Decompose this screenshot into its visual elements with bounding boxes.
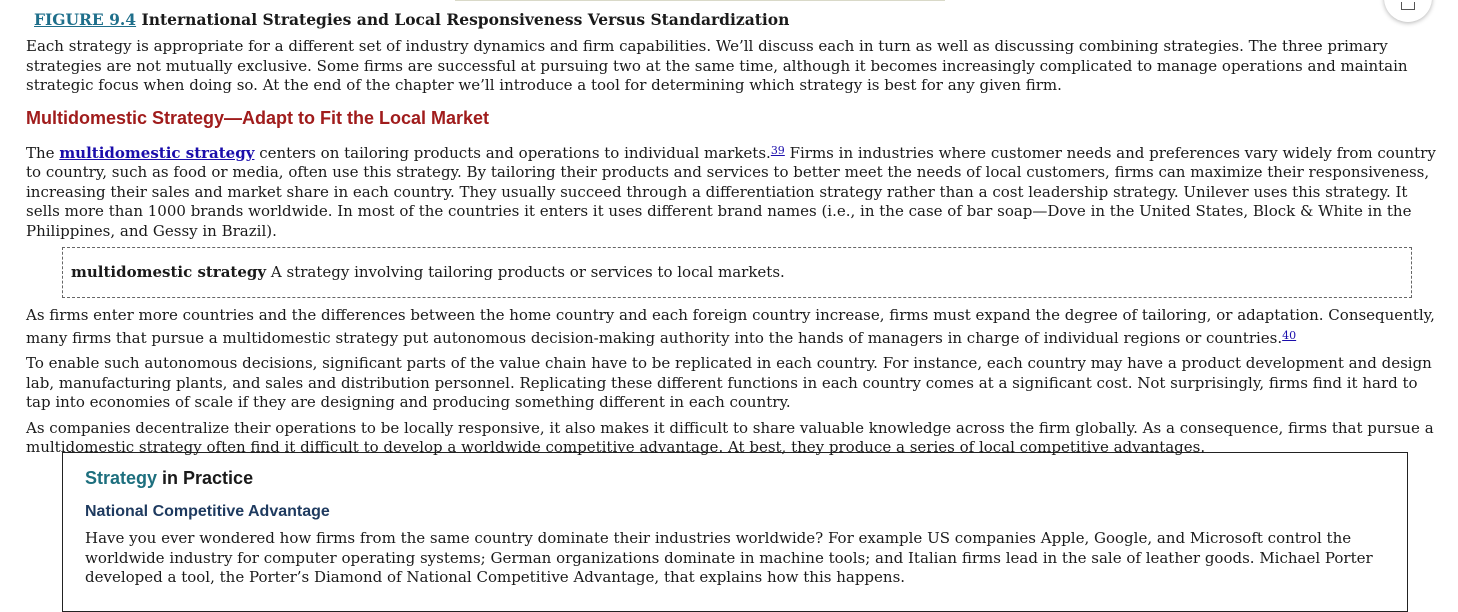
definition-box (62, 247, 1412, 298)
para1-rest: Firms in industries where customer needs and preferences vary widely from country to country, such as food or media, often use this strategy. By tailoring their products and services to better meet the needs of local customers, firms can maximize their responsiveness, increasing their sales and market share in each country. They usually succeed through a differentiation strategy rather than a cost leadership strategy. Unilever uses this strategy. It sells more than 1000 brands worldwide. In most of the countries it enters it uses different brand names (i.e., in the case of bar soap—Dove in the United States, Block & White in the Philippines, and Gessy in Brazil). (26, 143, 1436, 240)
section-heading: Multidomestic Strategy—Adapt to Fit the Local Market (26, 107, 490, 128)
para2-text: As firms enter more countries and the differences between the home country and each foreign country increase, firms must expand the degree of tailoring, or adaptation. Consequently, many firms that pursue a multidomestic strategy put autonomous decision-making authority into the hands of managers in charge of individual regions or countries. (26, 306, 1435, 347)
top-divider (455, 0, 945, 1)
paragraph-multidomestic (26, 141, 1438, 242)
footnote-40-link[interactable]: 40 (1282, 328, 1297, 342)
article-content (26, 10, 1438, 464)
paragraph-adaptation (26, 306, 1438, 348)
figure-title: International Strategies and Local Responsiveness Versus Standardization (136, 10, 790, 29)
practice-title (85, 468, 1385, 489)
definition-term: multidomestic strategy (71, 263, 267, 281)
footnote-39-link[interactable]: 39 (770, 143, 785, 157)
strategy-in-practice-box (62, 452, 1408, 612)
para1-middle: centers on tailoring products and operations to individual markets. (254, 143, 771, 162)
multidomestic-strategy-term-link[interactable]: multidomestic strategy (59, 143, 255, 162)
tray-icon (1401, 2, 1415, 10)
practice-subheading: National Competitive Advantage (85, 503, 330, 520)
para1-prefix: The (26, 143, 60, 162)
intro-paragraph: Each strategy is appropriate for a different set of industry dynamics and firm capabilities. We’ll discuss each in turn as well as discussing combining strategies. The three primary strategies are not mutually exclusive. Some firms are successful at pursuing two at the same time, although it becomes increasingly complicated to manage operations and maintain strategic focus when doing so. At the end of the chapter we’ll introduce a tool for determining which strategy is best for any given firm. (26, 37, 1408, 94)
practice-text: Have you ever wondered how firms from the same country dominate their industries worldwide? For example US companies Apple, Google, and Microsoft control the worldwide industry for computer operating systems; German organizations dominate in machine tools; and Italian firms lead in the sale of leather goods. Michael Porter developed a tool, the Porter’s Diamond of National Competitive Advantage, that explains how this happens. (85, 529, 1373, 586)
figure-caption (34, 10, 1438, 29)
practice-title-highlight: Strategy (85, 468, 158, 488)
definition-text: A strategy involving tailoring products or services to local markets. (266, 263, 785, 281)
paragraph-value-chain: To enable such autonomous decisions, significant parts of the value chain have to be replicated in each country. For instance, each country may have a product development and design lab, manufacturing plants, and sales and distribution personnel. Replicating these different functions in each country comes at a significant cost. Not surprisingly, firms find it hard to tap into economies of scale if they are designing and producing something different in each country. (26, 354, 1432, 411)
practice-title-rest: in Practice (157, 468, 254, 488)
paragraph-decentralize: As companies decentralize their operations to be locally responsive, it also makes it difficult to share valuable knowledge across the firm globally. As a consequence, firms that pursue a multidomestic strategy often find it difficult to develop a worldwide competitive advantage. At best, they produce a series of local competitive advantages. (26, 418, 1434, 456)
figure-link[interactable]: FIGURE 9.4 (34, 10, 137, 29)
